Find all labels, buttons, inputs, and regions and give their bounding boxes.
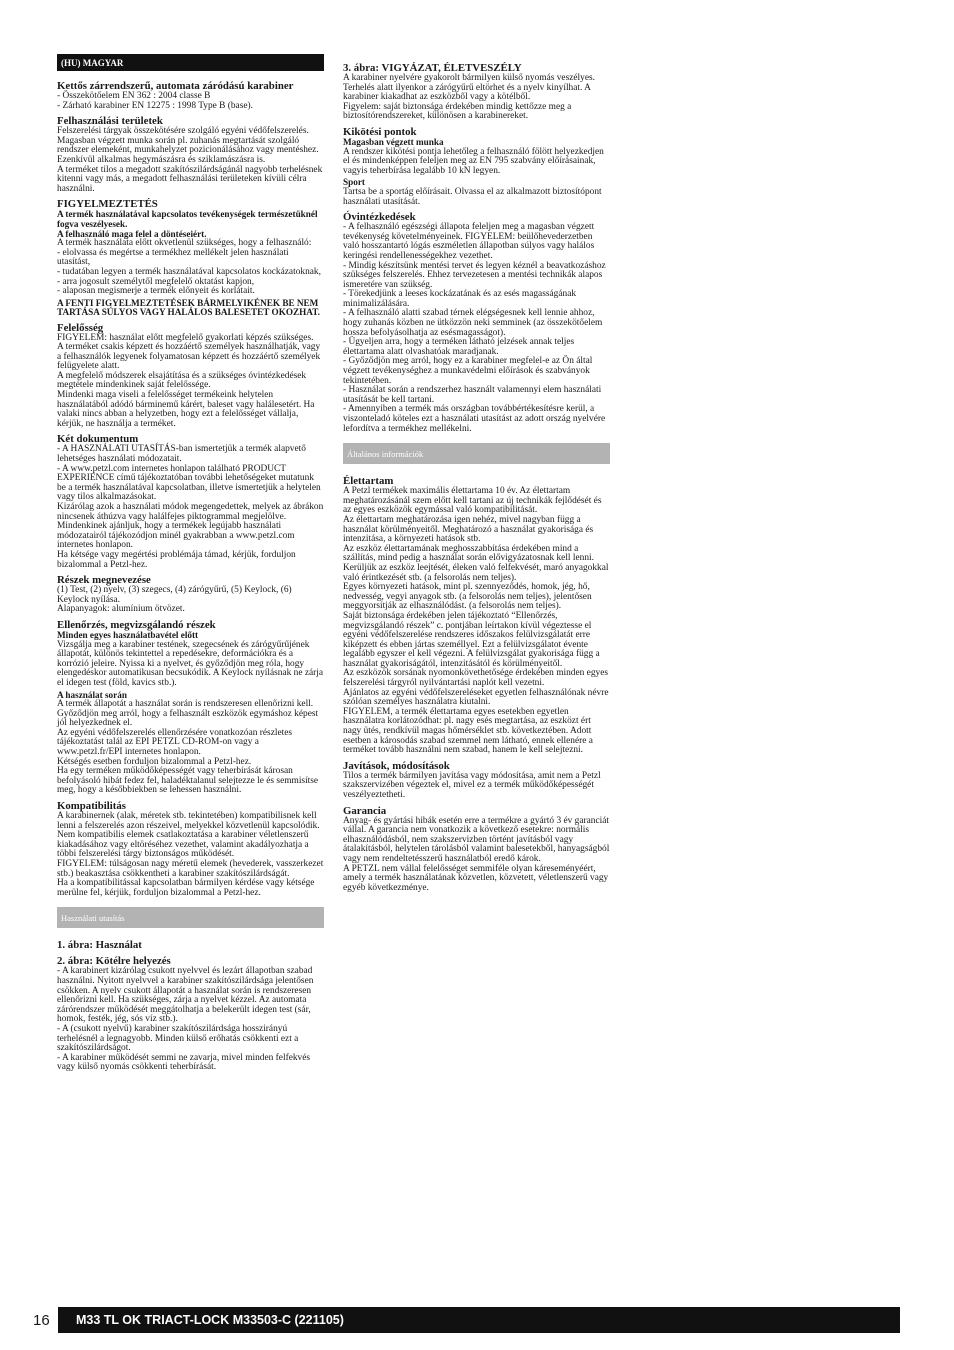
inspection-sub-2: A használat során	[57, 689, 127, 700]
compat-heading: Kompatibilitás	[57, 800, 126, 813]
precautions-text: - A felhasználó egészségi állapota feleljen meg a magasban végzett tevékenység követelményeinek. FIGYELEM: beülőhevederzetben való hosszantartó lógás eszméletlen állapotban súlyos vagy halálos keringési rendellenességekhez vezethet. - Mindig készítsünk mentési tervet és legyen kéznél a beavatkozáshoz szükséges felszerelés. Ehhez tervezetesen a mentési technikák alapos ismeretére van szükség. - Törekedjünk a leeses kockázatának és az esés magasságának minimalizálására. - A felhasználó alatti szabad térnek elégségesnek kell lennie ahhoz, hogy zuhanás közben ne ütközzön neki semminek (az összekötőelem hossza befolyásolhatja az esésmagasságot). - Ügyeljen arra, hogy a terméken látható jelzések annak teljes élettartama alatt olvashatóak maradjanak. - Győződjön meg arról, hogy ez a karabiner megfelel-e az Ön által végzett tevékenységhez a munkavédelmi előírások és szabványok tekintetében. - Használat során a rendszerhez használt valamennyi elem használati utasítását be kell tartani. - Amennyiben a termék más országban továbbértékesítésre kerül, a viszonteladó köteles ezt a használati utasítást az adott ország nyelvére lefordítva a termékhez mellékelni.	[343, 222, 606, 434]
fig1-heading: 1. ábra: Használat	[57, 939, 142, 952]
compat-text: A karabinernek (alak, méretek stb. tekintetében) kompatibilisnek kell lenni a felszerelés azon részeivel, melyekkel közvetlenül kapcsolódik. Nem kompatibilis elemek csatlakoztatása a karabiner véletlenszerű kiakadásához vagy eltöréséhez vezethet, valamint akadályozhatja a többi felszerelési tárgy biztonságos működését. FIGYELEM: túlságosan nagy méretű elemek (hevederek, vasszerkezet stb.) beakasztása csökkentheti a karabiner szakítószilárdságát. Ha a kompatibilitással kapcsolatban bármilyen kérdése vagy kétsége merülne fel, kérjük, forduljon bizalommal a Petzl-hez.	[57, 811, 324, 898]
lifetime-text: A Petzl termékek maximális élettartama 10 év. Az élettartam meghatározásánál szem előtt kell tartani az új technikák fejlődését és az egyes eszközök egymással való kompatibilitását. Az élettartam meghatározása igen nehéz, mivel nagyban függ a használat körülményeitől. Meghatározó a használat gyakorisága és intenzitása, a környezeti hatások stb. Az eszköz élettartamának meghosszabbítása érdekében mind a szállítás, mind pedig a használat során elővigyázatosnak kell lenni. Kerüljük az eszköz leejtését, éleken való felfekvését, maró anyagokkal való érintkezését stb. (a felsorolás nem teljes). Egyes környezeti hatások, mint pl. szennyeződés, homok, jég, hő, nedvesség, vegyi anyagok stb. (a felsorolás nem teljes), jelentősen meggyorsítják az elhasználódást. (a felsorolás nem teljes). Saját biztonsága érdekében jelen tájékoztató “Ellenőrzés, megvizsgálandó részek” c. pontjában leírtakon kívül végeztesse el egyéni védőfelszerelése rendszeres időszakos felülvizsgálatát erre kiképzett és ebben jártas személlyel. Ezt a felülvizsgálatot évente legalább egyszer el kell végezni. A felülvizsgálat gyakorisága függ a használat gyakoriságától, intenzitásától és körülményeitől. Az eszközök sorsának nyomonkövethetősége érdekében minden egyes felszerelési tárgyról nyilvántartási naplót kell vezetni. Ajánlatos az egyéni védőfelszereléseket egyetlen felhasználónak névre szólóan személyes használatra kiutalni. FIGYELEM, a termék élettartama egyes esetekben egyetlen használatra korlátozódhat: pl. nagy esés megtartása, az eszközt ért nagy ütés, rendkívül magas hőmérséklet stb. következtében. Adott esetben a károsodás szabad szemmel nem látható, ennek ellenére a terméket tovább használni nem szabad, hanem le kell selejtezni.	[343, 486, 609, 756]
warning-bold-1: A termék használatával kapcsolatos tevékenységek természetüknél fogva veszélyesek.	[57, 209, 318, 229]
anchor-sub-2: Sport	[343, 177, 365, 188]
parts-text: (1) Test, (2) nyelv, (3) szegecs, (4) zárógyűrű, (5) Keylock, (6) Keylock nyílása. Alapanyagok: alumínium ötvözet.	[57, 585, 292, 615]
warning-heading: FIGYELMEZTETÉS	[57, 198, 158, 211]
right-column	[343, 58, 610, 895]
inspection-text-1: Vizsgálja meg a karabiner testének, szegecsének és zárógyűrűjének állapotát, különös tekintettel a repedésekre, deformációkra és a korrózió jeleire. Nyissa ki a nyelvet, és győződjön meg róla, hogy elengedéskor automatikusan becsukódik. A Keylock nyílásnak ne zárja el idegen test (föld, kavics stb.).	[57, 639, 324, 688]
two-docs-heading: Két dokumentum	[57, 433, 139, 446]
anchor-sub-1: Magasban végzett munka	[343, 136, 444, 147]
standards-text: - Összekötőelem EN 362 : 2004 classe B - Zárható karabiner EN 12275 : 1998 Type B (base).	[57, 91, 253, 111]
warning-text: A termék használata előtt okvetlenül szükséges, hogy a felhasználó: - elolvassa és megértse a termékhez mellékelt jelen használati utasítást, - tudatában legyen a termék használatával kapcsolatos kockázatoknak, - arra jogosult személytől megfelelő oktatást kapjon, - alaposan megismerje a termék előnyeit és korlátait.	[57, 238, 321, 297]
fig3-heading: 3. ábra: VIGYÁZAT, ÉLETVESZÉLY	[343, 62, 522, 74]
warranty-text: Anyag- és gyártási hibák esetén erre a termékre a gyártó 3 év garanciát vállal. A garancia nem vonatkozik a következő esetekre: normális elhasználódásból, nem szakszervizben történt javításból vagy átalakításból, helytelen tárolásból valamint balesetekből, hanyagságból vagy nem rendeltetésszerű használatból eredő károk. A PETZL nem vállal felelősséget semmiféle olyan káreseményéért, amely a termék használatának közvetlen, közvetett, véletlenszerű vagy egyéb következménye.	[343, 815, 610, 893]
lifetime-heading: Élettartam	[343, 475, 394, 488]
page-number: 16	[33, 1312, 50, 1329]
language-header: (HU) MAGYAR	[57, 54, 324, 71]
parts-heading: Részek megnevezése	[57, 574, 151, 587]
footer-bar: M33 TL OK TRIACT-LOCK M33503-C (221105)	[58, 1307, 900, 1333]
product-title: Kettős zárrendszerű, automata záródású karabiner	[57, 80, 294, 92]
responsibility-heading: Felelősség	[57, 321, 104, 334]
responsibility-text: FIGYELEM: használat előtt megfelelő gyakorlati képzés szükséges. A terméket csakis képzett és hozzáértő személyek használhatják, vagy a felhasználók legyenek folyamatosan képzett és hozzáértő személyek felügyelete alatt. A megfelelő módszerek elsajátítása és a szükséges óvintézkedések megtétele mindenkinek saját felelőssége. Mindenki maga viseli a felelősséget termékeink helytelen használatából adódó bárminemű kárért, baleset vagy halálesetért. Ha valaki nincs abban a helyzetben, hogy ezt a felelősséget vállalja, kérjük, ne használja a terméket.	[57, 332, 321, 429]
inspection-text-2: A termék állapotát a használat során is rendszeresen ellenőrizni kell. Győződjön meg arról, hogy a felhasznált eszközök egymáshoz képest jól helyezkednek el. Az egyéni védőfelszerelés ellenőrzésére vonatkozóan részletes tájékoztatást talál az EPI PETZL CD-ROM-on vagy a www.petzl.fr/EPI internetes honlapon. Kétségés esetben forduljon bizalommal a Petzl-hez. Ha egy terméken működőképességét vagy teherbírását károsan befolyásoló hibát fedez fel, haladéktalanul selejtezze le és semmisítse meg, hogy a későbbiekben se lehessen használni.	[57, 699, 319, 796]
repairs-heading: Javítások, módosítások	[343, 759, 450, 772]
inspection-heading: Ellenőrzés, megvizsgálandó részek	[57, 618, 216, 631]
repairs-text: Tilos a termék bármilyen javítása vagy módosítása, amit nem a Petzl szakszervizében végeztek el, mivel ez a termék működőképességét veszélyeztetheti.	[343, 770, 601, 800]
use-heading: Felhasználási területek	[57, 115, 163, 128]
fig2-text: - A karabinert kizárólag csukott nyelvvel és lezárt állapotban szabad használni. Nyitott nyelvvel a karabiner szakítószilárdsága jelentősen csökken. A nyelv csukott állapotát a használat során is rendszeresen ellenőrizni kell. Ha szükséges, zárja a nyelvet kézzel. Az automata zárórendszer működését meggátolhatja a belekerült idegen test (sár, homok, festék, jég, sós víz stb.). - A (csukott nyelvű) karabiner szakítószilárdsága hosszirányú terhelésnél a legnagyobb. Minden külső erőhatás csökkenti ezt a szakítószilárdságot. - A karabiner működését semmi ne zavarja, mivel minden felfekvés vagy külső nyomás csökkenti teherbírását.	[57, 966, 314, 1073]
general-section-bar: Általános információk	[343, 443, 610, 464]
warranty-heading: Garancia	[343, 804, 387, 817]
usage-section-bar: Használati utasítás	[57, 907, 324, 928]
anchor-heading: Kikötési pontok	[343, 125, 417, 138]
warning-caps: A FENTI FIGYELMEZTETÉSEK BÁRMELYIKÉNEK BE NEM TARTÁSA SÚLYOS VAGY HALÁLOS BALESETET OKOZHAT.	[57, 297, 320, 318]
fig2-heading: 2. ábra: Kötélre helyezés	[57, 955, 171, 968]
left-column	[57, 54, 324, 1075]
inspection-sub-1: Minden egyes használatbavétel előtt	[57, 629, 199, 640]
use-text: Felszerelési tárgyak összekötésére szolgáló egyéni védőfelszerelés. Magasban végzett munka során pl. zuhanás megtartását szolgáló rendszer elemeként, munkahelyzet pozicionálásához vagy mentéshez. Ezenkívül alkalmas hegymászásra és sziklamászásra is. A terméket tilos a megadott szakítószilárdságánál nagyobb terhelésnek kitenni vagy más, a megadott felhasználási területeken kívüli célra használni.	[57, 126, 323, 194]
anchor-text-2: Tartsa be a sportág előírásait. Olvassa el az alkalmazott biztosítópont használati utasítását.	[343, 186, 602, 207]
precautions-heading: Óvintézkedések	[343, 211, 416, 224]
anchor-text-1: A rendszer kikötési pontja lehetőleg a felhasználó fölött helyezkedjen el és mindenképpen feleljen meg az EN 795 szabvány előírásainak, vagyis teherbírása legalább 10 kN legyen.	[343, 146, 604, 176]
fig3-text: A karabiner nyelvére gyakorolt bármilyen külső nyomás veszélyes. Terhelés alatt ilyenkor a zárógyűrű eltörhet és a nyelv kinyílhat. A karabiner kiakadhat az eszközből vagy a kötélből. Figyelem: saját biztonsága érdekében mindig kettőzze meg a biztosítórendszereket, különösen a karabinereket.	[343, 73, 596, 122]
warning-bold-2: A felhasználó maga felel a döntéseiért.	[57, 228, 207, 239]
two-docs-text: - A HASZNÁLATI UTASÍTÁS-ban ismertetjük a termék alapvető lehetséges használati módozatait. - A www.petzl.com internetes honlapon található PRODUCT EXPERIENCE című tájékoztatóban további lehetőségeket mutatunk be a termék használatával kapcsolatban, illetve ismertetjük a helytelen vagy tilos alkalmazásokat. Kizárólag azok a használati módok megengedettek, melyek az ábrákon nincsenek áthúzva vagy halálfejes piktogrammal megjelölve. Mindenkinek ajánljuk, hogy a termékek legújabb használati módozatairól tájékozódjon minél gyakrabban a www.petzl.com internetes honlapon. Ha kétsége vagy megértési problémája támad, kérjük, forduljon bizalommal a Petzl-hez.	[57, 444, 324, 570]
